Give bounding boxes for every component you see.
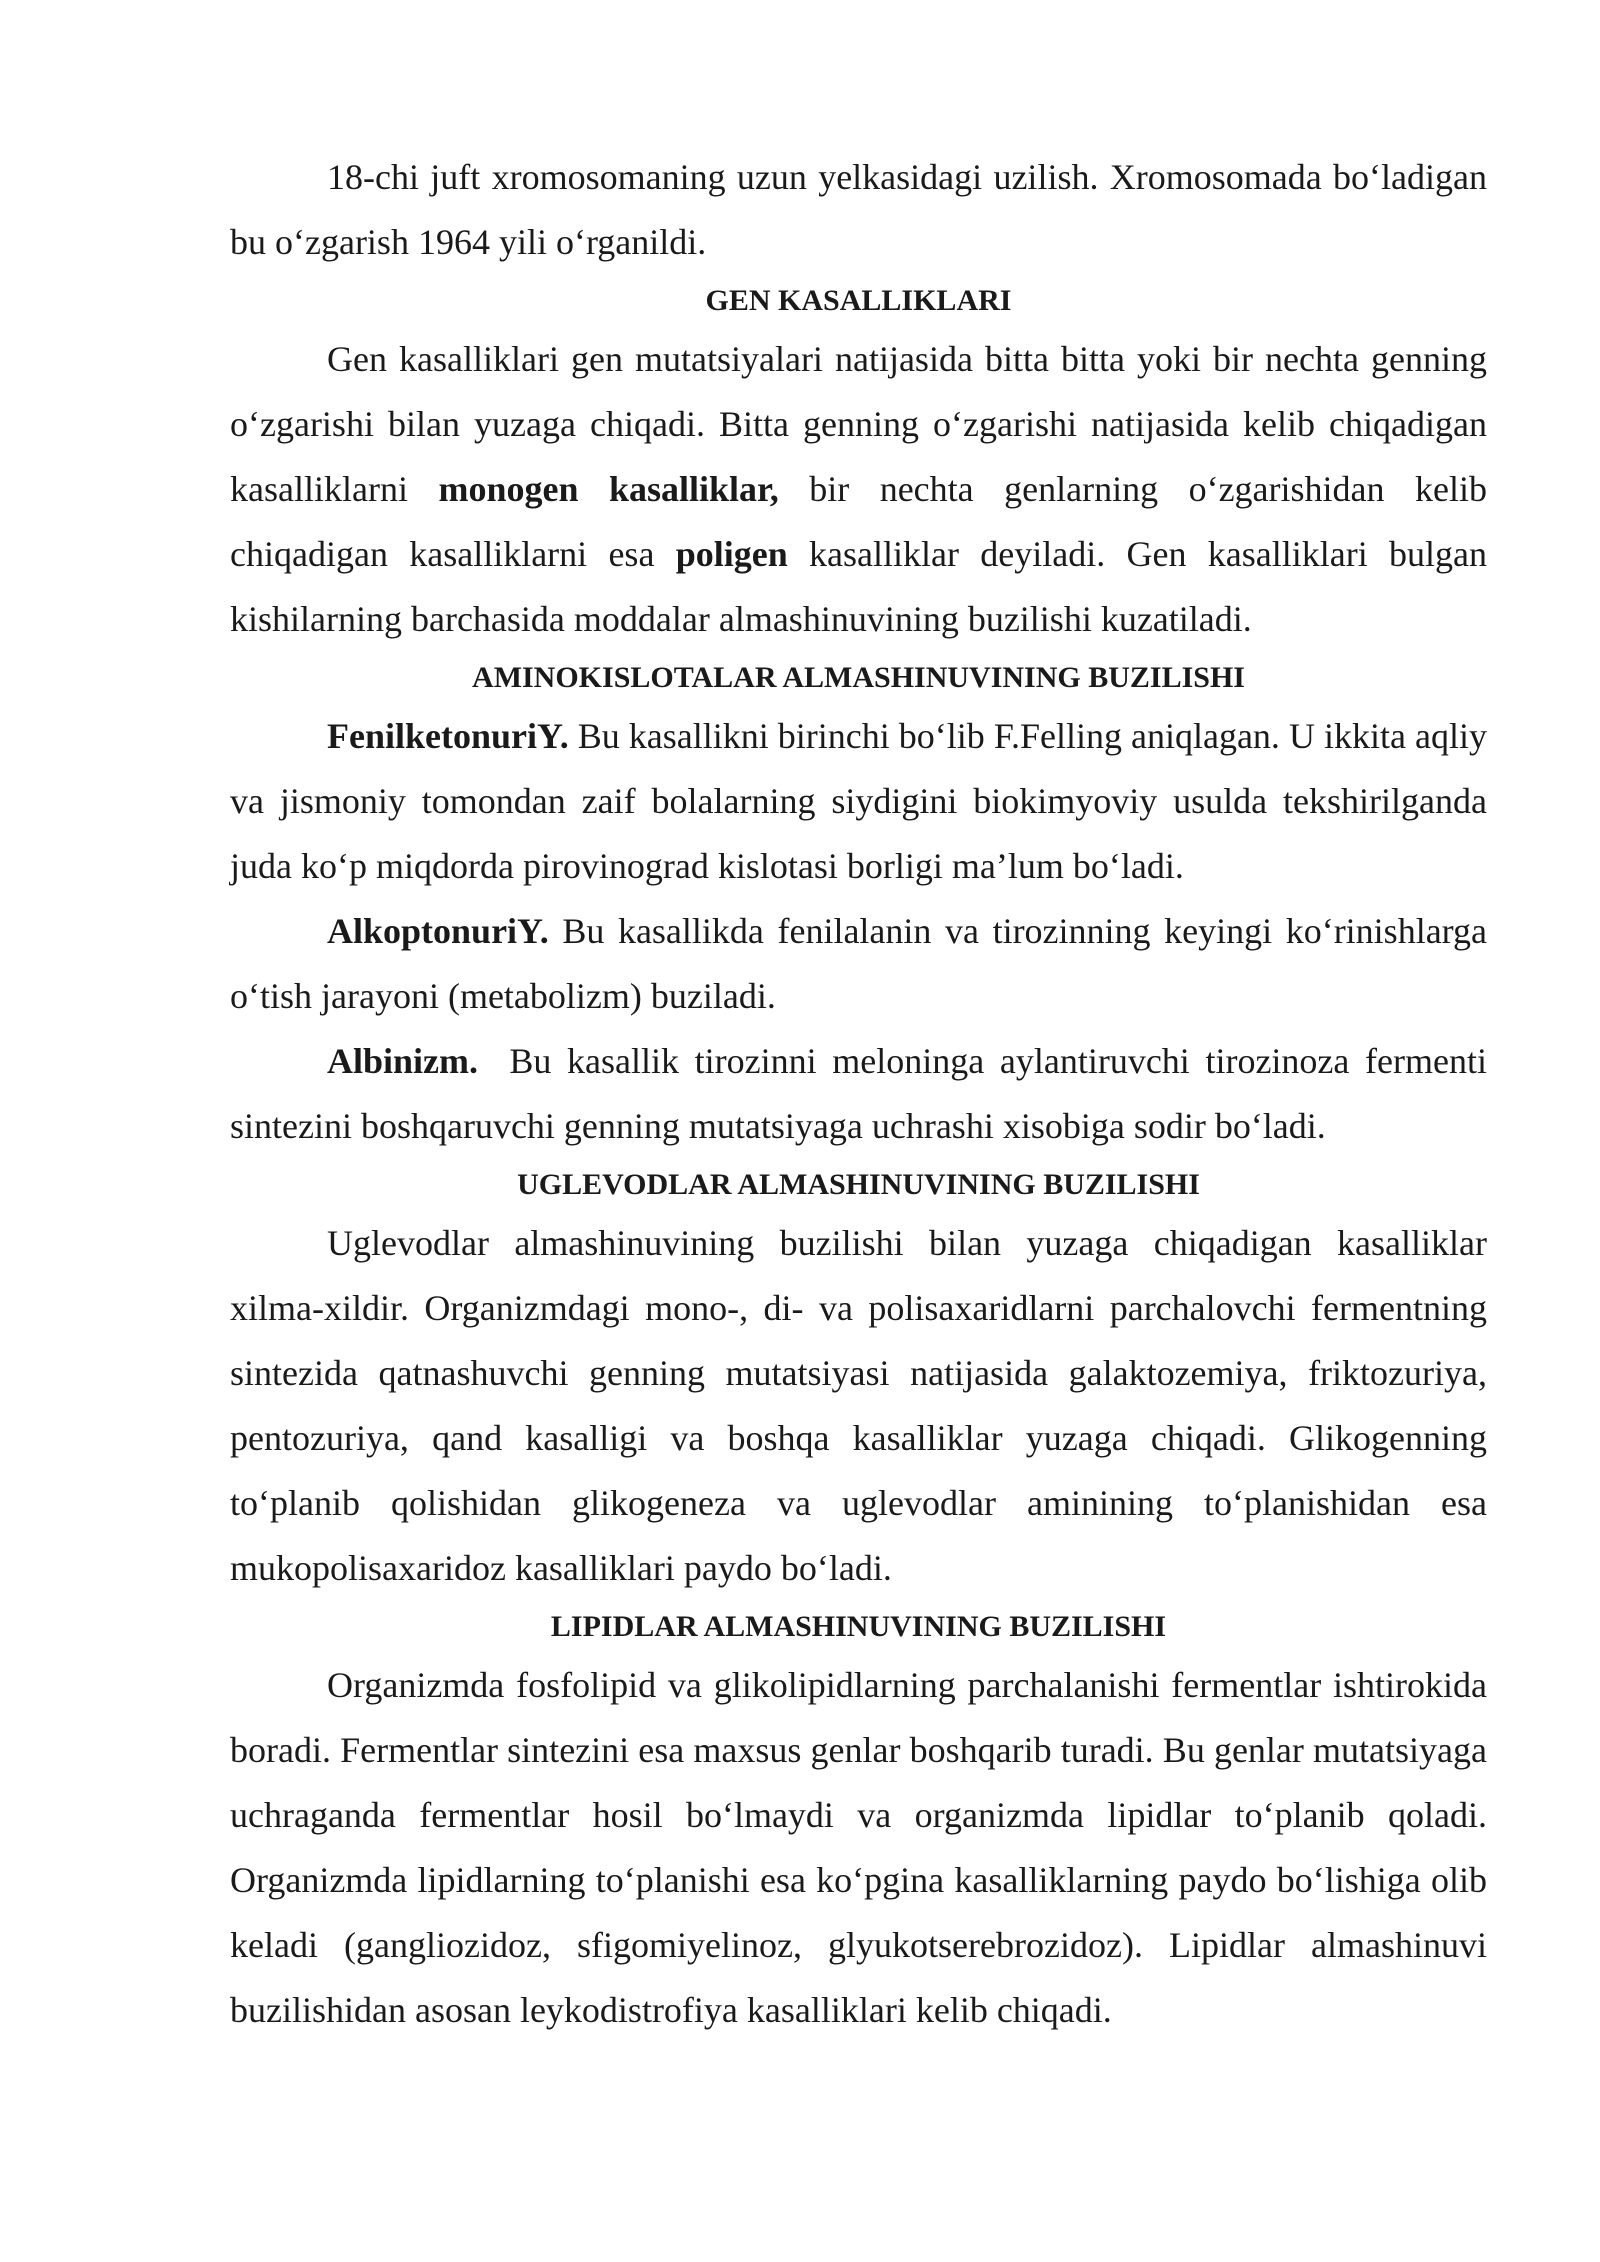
term-monogen: monogen kasalliklar,: [438, 469, 779, 509]
text-span: Bu kasallikda fenilalanin va tirozinning keyingi ko‘rinishlarga o‘tish jarayoni (metabolizm) buziladi.: [230, 911, 1487, 1016]
paragraph-albinizm: [230, 1029, 1496, 1159]
paragraph-gen-diseases: [230, 327, 1487, 652]
document-page: [230, 145, 1496, 2043]
term-poligen: poligen: [675, 534, 788, 574]
heading-lipidlar: LIPIDLAR ALMASHINUVINING BUZILISHI: [550, 1610, 1167, 1643]
term-albinizm: Albinizm.: [327, 1041, 479, 1081]
text-span: kasalliklar deyiladi. Gen kasalliklari bulgan kishilarning barchasida moddalar almashinuvining buzilishi kuzatiladi.: [230, 534, 1487, 639]
paragraph-uglevodlar: Uglevodlar almashinuvining buzilishi bilan yuzaga chiqadigan kasalliklar xilma-xildir. Organizmdagi mono-, di- va polisaxaridlarni parchalovchi fermentning sintezida qatnashuvchi genning mutatsiyasi natijasida galaktozemiya, friktozuriya, pentozuriya, qand kasalligi va boshqa kasalliklar yuzaga chiqadi. Glikogenning to‘planib qolishidan glikogeneza va uglevodlar aminining to‘planishidan esa mukopolisaxaridoz kasalliklari paydo bo‘ladi.: [230, 1223, 1487, 1588]
text-span: Bu kasallik tirozinni meloninga aylantiruvchi tirozinoza fermenti sintezini boshqaruvchi genning mutatsiyaga uchrashi xisobiga sodir bo‘ladi.: [230, 1041, 1496, 1146]
heading-aminokislotalar: AMINOKISLOTALAR ALMASHINUVINING BUZILISHI: [472, 661, 1245, 694]
term-alkoptonuriya: AlkoptonuriY.: [327, 911, 549, 951]
text-span: Gen kasalliklari gen mutatsiyalari natijasida bitta bitta yoki bir nechta genning o‘zgarishi bilan yuzaga chiqadi. Bitta genning o‘zgarishi natijasida kelib chiqadigan kasalliklarni: [230, 339, 1487, 509]
heading-gen-kasalliklari: GEN KASALLIKLARI: [705, 284, 1012, 317]
term-fenilketonuriya: FenilketonuriY.: [327, 716, 569, 756]
text-span: Bu kasallikni birinchi bo‘lib F.Felling aniqlagan. U ikkita aqliy va jismoniy tomondan zaif bolalarning siydigini biokimyoviy usulda tekshirilganda juda ko‘p miqdorda pirovinograd kislotasi borligi ma’lum bo‘ladi.: [230, 716, 1487, 886]
paragraph-fenilketonuriya: [230, 704, 1487, 899]
heading-uglevodlar: UGLEVODLAR ALMASHINUVINING BUZILISHI: [517, 1168, 1200, 1201]
paragraph-lipidlar: Organizmda fosfolipid va glikolipidlarning parchalanishi fermentlar ishtirokida boradi. Fermentlar sintezini esa maxsus genlar boshqarib turadi. Bu genlar mutatsiyaga uchraganda fermentlar hosil bo‘lmaydi va organizmda lipidlar to‘planib qoladi. Organizmda lipidlarning to‘planishi esa ko‘pgina kasalliklarning paydo bo‘lishiga olib keladi (gangliozidoz, sfigomiyelinoz, glyukotserebrozidoz). Lipidlar almashinuvi buzilishidan asosan leykodistrofiya kasalliklari kelib chiqadi.: [230, 1665, 1487, 2030]
paragraph-chromosome-break: 18-chi juft xromosomaning uzun yelkasidagi uzilish. Xromosomada bo‘ladigan bu o‘zgarish 1964 yili o‘rganildi.: [230, 157, 1487, 262]
paragraph-alkoptonuriya: [230, 899, 1487, 1029]
text-span: bir nechta genlarning o‘zgarishidan kelib chiqadigan kasalliklarni esa: [230, 469, 1487, 574]
